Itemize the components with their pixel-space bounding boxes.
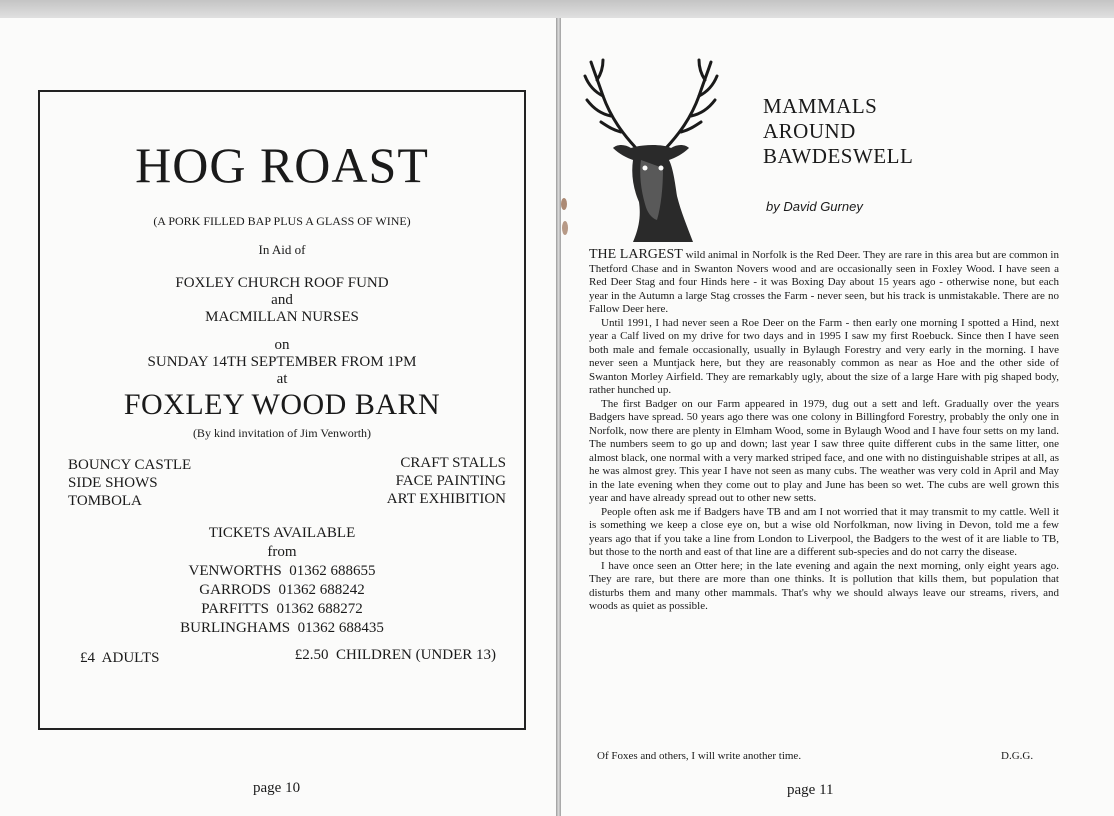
poster-title: HOG ROAST — [135, 137, 429, 193]
beneficiary-2: MACMILLAN NURSES — [205, 309, 359, 325]
article-lead-text: wild animal in Norfolk is the Red Deer. They are rare in this area but are common in Thetford Chase and in Swanton Novers wood and are occasionally seen in Foxley Wood. I have seen a Red Deer Stag and four Hinds here - it was Boxing Day about 15 years ago - otherwise none, but each year in the Autumn a large Stag crosses the Farm - never seen, but his track is unmistakable. There are no Fallow Deer here. — [589, 249, 1059, 315]
article-body — [589, 248, 1059, 614]
at-word: at — [276, 371, 288, 387]
outlet-line: PARFITTS 01362 688272 — [201, 601, 363, 617]
price-children: £2.50 CHILDREN (UNDER 13) — [294, 647, 496, 663]
article-byline: by David Gurney — [766, 199, 863, 214]
outlet-line: BURLINGHAMS 01362 688435 — [180, 620, 384, 636]
page-11 — [560, 18, 1114, 816]
attraction-item: BOUNCY CASTLE — [68, 457, 192, 473]
page-10 — [0, 18, 558, 816]
attractions-left — [68, 456, 191, 510]
on-word: on — [274, 337, 290, 353]
event-date: SUNDAY 14TH SEPTEMBER FROM 1PM — [147, 354, 417, 370]
stag-head-icon — [581, 56, 721, 242]
page-stain — [561, 188, 569, 248]
closing-line: Of Foxes and others, I will write another time. — [597, 750, 802, 762]
page-number-left: page 10 — [253, 780, 301, 796]
and-word: and — [271, 292, 293, 308]
page-number-right: page 11 — [787, 782, 834, 798]
attraction-item: ART EXHIBITION — [386, 491, 506, 507]
title-line: MAMMALS — [763, 94, 878, 118]
title-line: AROUND — [763, 119, 856, 143]
tickets-heading: TICKETS AVAILABLE — [208, 525, 356, 541]
ticket-outlets — [40, 524, 524, 638]
attraction-item: TOMBOLA — [68, 493, 142, 509]
in-aid-of: In Aid of — [258, 242, 306, 257]
article-paragraph: The first Badger on our Farm appeared in 1979, dug out a sett and left. Gradually over the years Badgers have spread. 50 years ago there was one colony in Billingford Forestry, probably the only one in Norfolk, now there are plenty in Elmham Wood, some in Bylaugh Wood and I have four setts on my land. The numbers seem to go up and down; last year I saw three quite different cubs in the same litter, one almost black, one normal with a very marked striped face, and one with no distinguishable stripes at all, as he was almost grey. This year I have not seen as many cubs. The weather was very cold in April and May in the late evening when they come out to play and June has been so wet. The cubs are well grown this year and have already spread out to other new setts. — [589, 397, 1059, 504]
article-lead-words: THE LARGEST — [589, 247, 683, 262]
outlet-line: VENWORTHS 01362 688655 — [188, 563, 376, 579]
article-paragraph: People often ask me if Badgers have TB and am I not worried that it may transmit to my cattle. Well it is something we keep a close eye on, but a wise old Norfolkman, now living in Devon, told me a few years ago that if you take a line from London to Liverpool, the Badgers to the west of it are liable to TB, but those to the north and east of that line are a different sub-species and do not carry the disease. — [589, 505, 1059, 558]
venue-name: FOXLEY WOOD BARN — [123, 388, 441, 421]
author-initials: D.G.G. — [1001, 750, 1034, 762]
article-paragraph: I have once seen an Otter here; in the late evening and again the next morning, only eight years ago. They are rare, but there are more than one thinks. It is pollution that kills them, but population that disturbs them and many other mammals. That's why we should always leave our streams, rivers, and woods as quiet as possible. — [589, 559, 1059, 612]
article-title — [763, 94, 913, 169]
poster-subtitle: (A PORK FILLED BAP PLUS A GLASS OF WINE) — [153, 214, 411, 228]
article-paragraph: Until 1991, I had never seen a Roe Deer on the Farm - then early one morning I spotted a Hind, next year a Calf lived on my drive for two days and in 1995 I saw my first Roebuck. Since then I have seen both male and female occasionally, usually in Bylaugh Forestry and very early in the morning. I have never seen a Muntjack here, but they are reasonably common as near as Hoe and the other side of Swanton Morley Airfield. They are remarkably ugly, about the size of a large Hare with pig shaped body, rather hunched up. — [589, 316, 1059, 396]
price-adults: £4 ADULTS — [80, 650, 160, 666]
invitation-note: (By kind invitation of Jim Venworth) — [192, 426, 372, 440]
attraction-item: CRAFT STALLS — [400, 455, 506, 471]
article-paragraph — [589, 248, 1059, 317]
attraction-item: FACE PAINTING — [395, 473, 506, 489]
attractions-right — [387, 454, 506, 508]
hog-roast-poster — [38, 90, 526, 730]
attraction-item: SIDE SHOWS — [68, 475, 158, 491]
from-word: from — [267, 544, 297, 560]
beneficiary-1: FOXLEY CHURCH ROOF FUND — [175, 275, 389, 291]
title-line: BAWDESWELL — [763, 144, 914, 168]
outlet-line: GARRODS 01362 688242 — [199, 582, 365, 598]
